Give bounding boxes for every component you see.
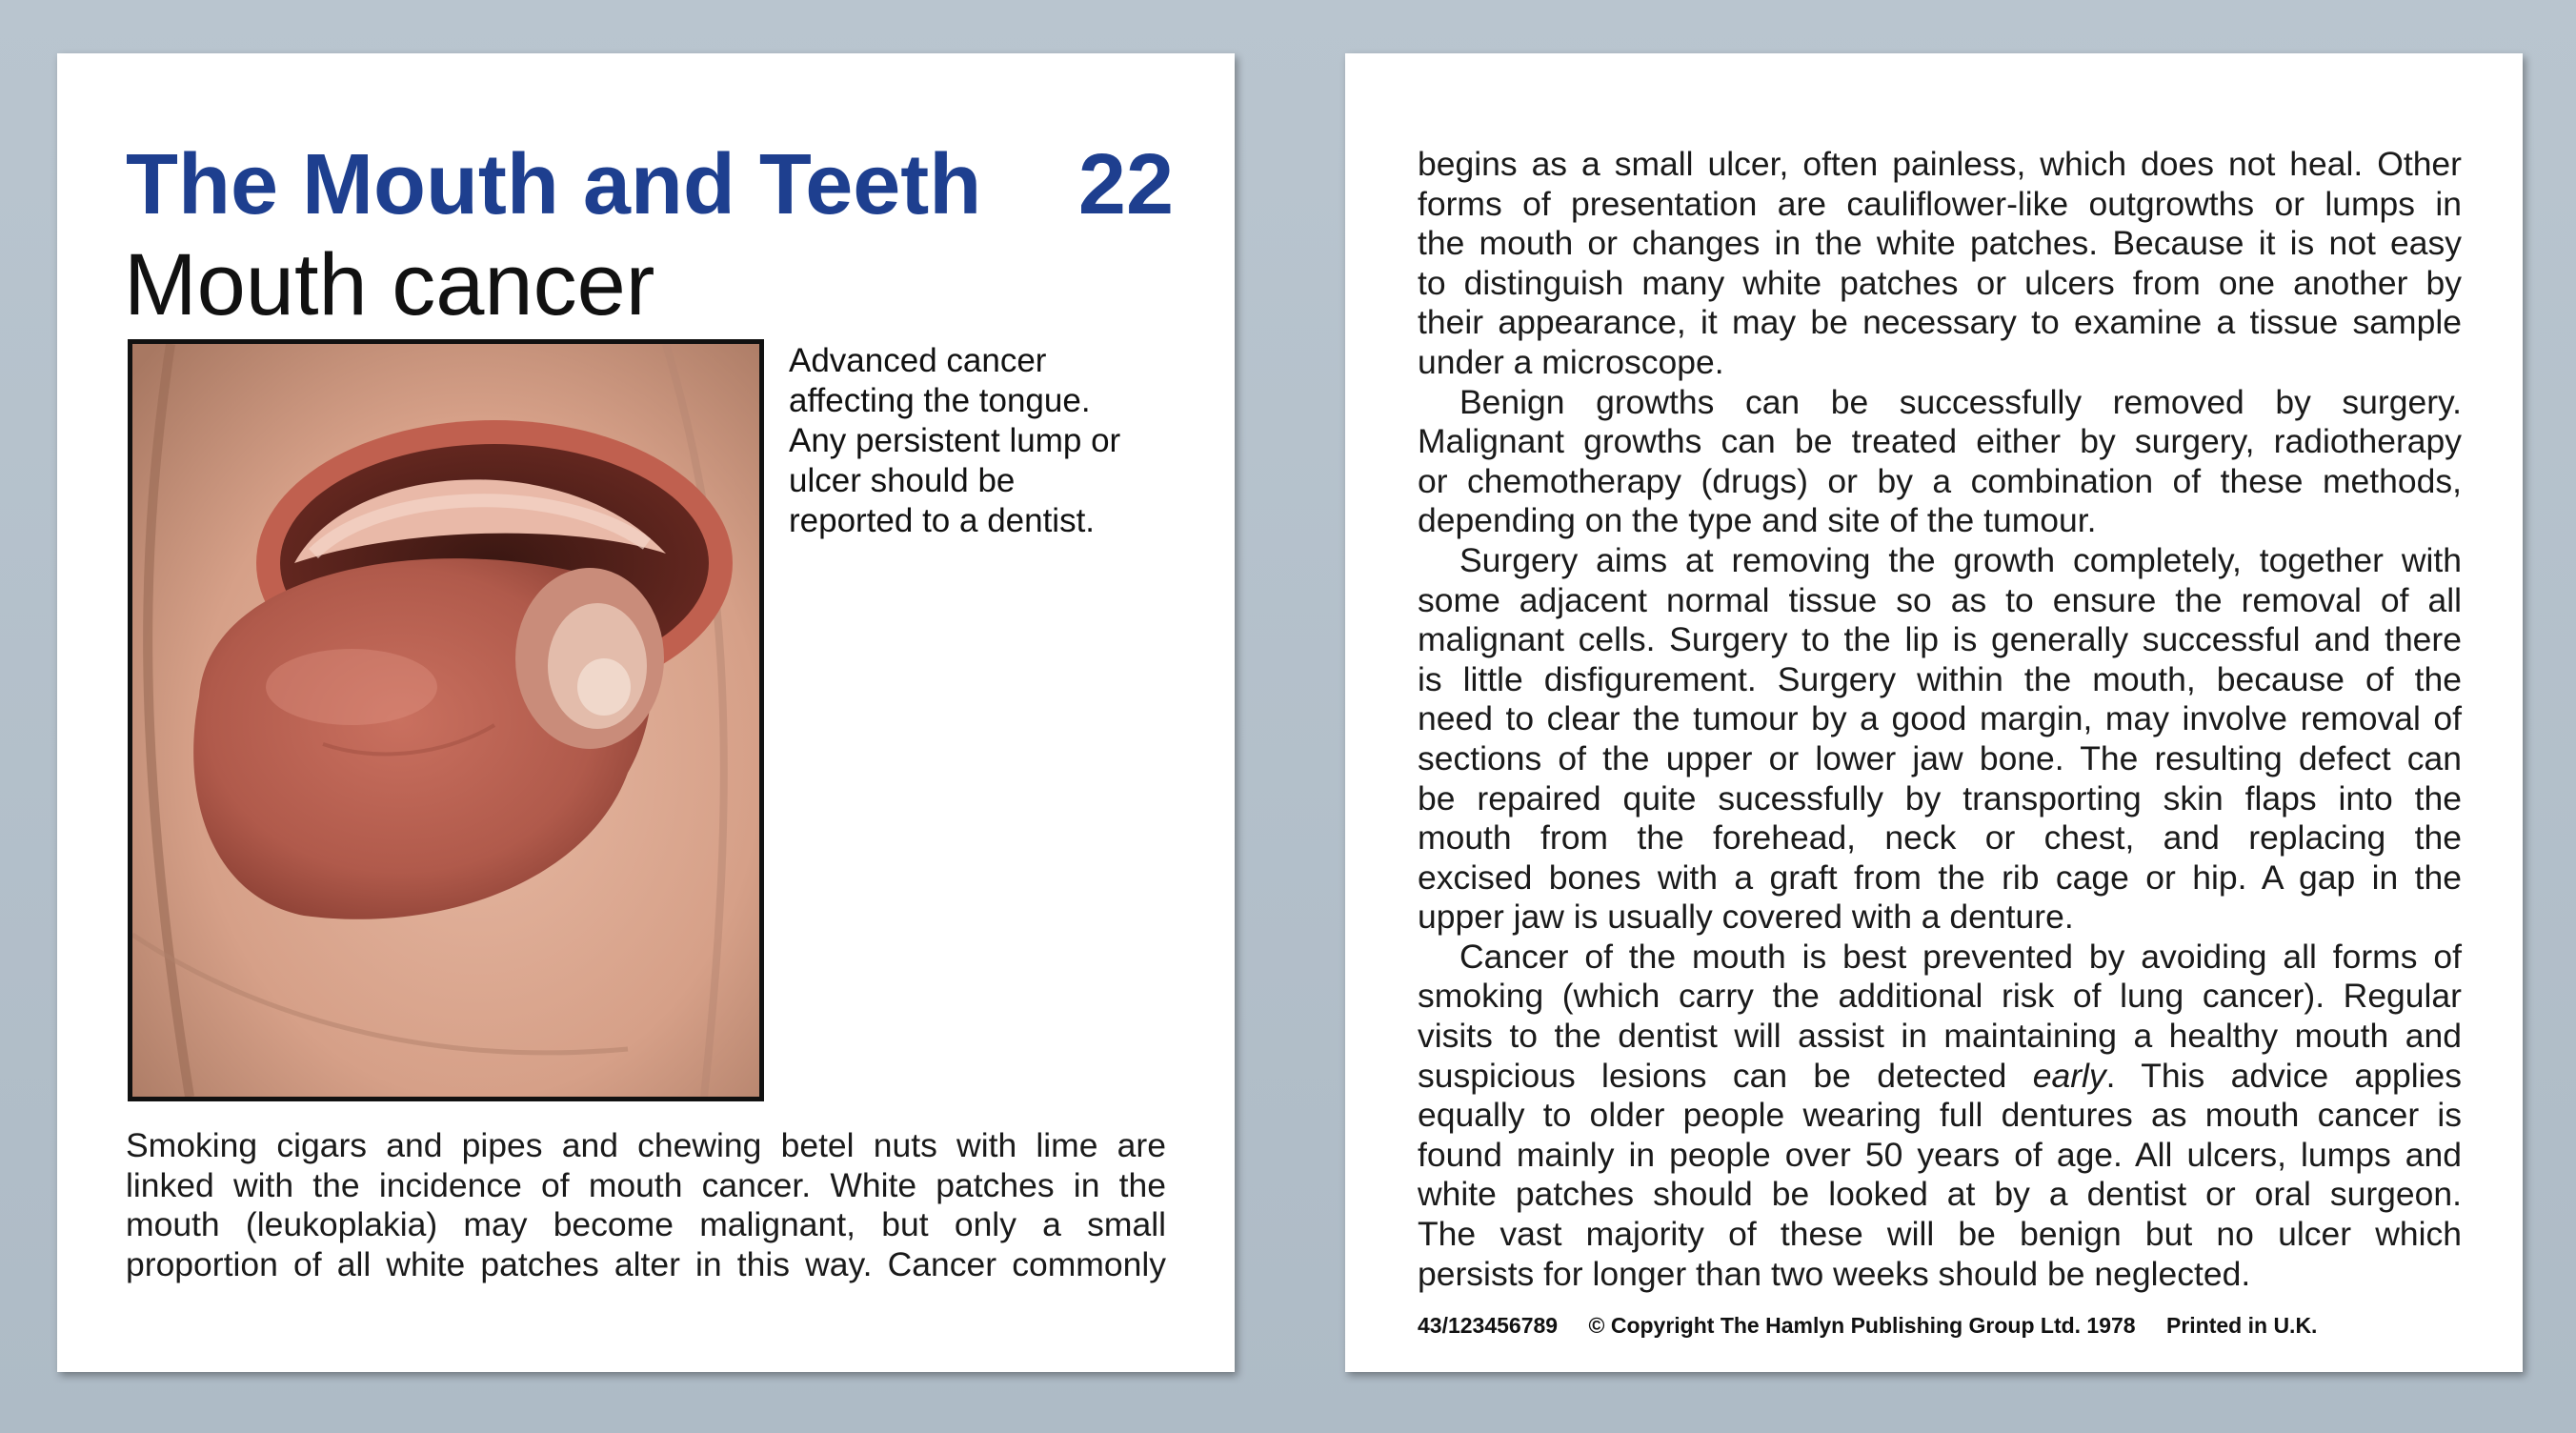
text-line: need to clear the tumour by a good margin, may involve removal of — [1418, 699, 2462, 738]
card-back — [1345, 53, 2523, 1372]
text-line: The vast majority of these will be benign but no ulcer which — [1418, 1215, 2462, 1254]
caption-line: affecting the tongue. — [789, 382, 1091, 419]
text-line-with-emphasis — [1418, 1057, 2462, 1097]
text-line: to distinguish many white patches or ulcers from one another by — [1418, 263, 2462, 302]
card-title — [126, 137, 1174, 232]
text-line: Malignant growths can be treated either by surgery, radiotherapy — [1418, 422, 2462, 461]
card-footer — [1418, 1313, 2342, 1339]
text-line: be repaired quite sucessfully by transporting skin flaps into the — [1418, 778, 2462, 817]
text-line: some adjacent normal tissue so as to ensure the removal of all — [1418, 580, 2462, 619]
footer-printed: Printed in U.K. — [2166, 1313, 2318, 1338]
text-line: Cancer of the mouth is best prevented by avoiding all forms of — [1459, 937, 2462, 976]
card-title-text: The Mouth and Teeth — [126, 137, 982, 232]
text-line: sections of the upper or lower jaw bone. The resulting defect can — [1418, 738, 2462, 777]
text-line: malignant cells. Surgery to the lip is generally successful and there — [1418, 620, 2462, 659]
text-line: Surgery aims at removing the growth completely, together with — [1459, 540, 2462, 579]
text-line: excised bones with a graft from the rib cage or hip. A gap in the — [1418, 858, 2462, 897]
text-line: proportion of all white patches alter in this way. Cancer commonly — [126, 1244, 1166, 1283]
text-line: upper jaw is usually covered with a denture. — [1418, 898, 2074, 937]
front-paragraph — [126, 1126, 1166, 1284]
caption-line: Any persistent lump or — [789, 422, 1121, 459]
text-line: begins as a small ulcer, often painless, which does not heal. Other — [1418, 145, 2462, 183]
text-line: mouth (leukoplakia) may become malignant, but only a small — [126, 1205, 1166, 1244]
text-line: persists for longer than two weeks should be neglected. — [1418, 1254, 2251, 1293]
text-line: depending on the type and site of the tumour. — [1418, 501, 2097, 540]
text-line: Benign growths can be successfully removed by surgery. — [1459, 382, 2462, 421]
emphasis-early: early — [2032, 1056, 2106, 1095]
text-line: Smoking cigars and pipes and chewing betel nuts with lime are — [126, 1126, 1166, 1164]
text-line: found mainly in people over 50 years of age. All ulcers, lumps and — [1418, 1135, 2462, 1174]
text-segment: suspicious lesions can be detected — [1418, 1056, 2007, 1095]
footer-code: 43/123456789 — [1418, 1313, 1559, 1338]
footer-copyright: © Copyright The Hamlyn Publishing Group Ltd. 1978 — [1588, 1313, 2136, 1338]
caption-line: Advanced cancer — [789, 342, 1047, 379]
photo-caption — [789, 341, 1208, 541]
text-line: their appearance, it may be necessary to examine a tissue sample — [1418, 303, 2462, 342]
card-front — [57, 53, 1235, 1372]
card-subtitle: Mouth cancer — [124, 236, 655, 333]
text-line: forms of presentation are cauliflower-like outgrowths or lumps in — [1418, 184, 2462, 223]
text-line: or chemotherapy (drugs) or by a combination of these methods, — [1418, 461, 2462, 500]
text-line: smoking (which carry the additional risk of lung cancer). Regular — [1418, 977, 2462, 1016]
card-number: 22 — [1077, 137, 1174, 232]
back-text — [1418, 145, 2462, 1294]
text-line: white patches should be looked at by a dentist or oral surgeon. — [1418, 1175, 2462, 1214]
caption-line: ulcer should be — [789, 462, 1016, 499]
text-segment: . This advice applies — [2105, 1056, 2462, 1095]
text-line: is little disfigurement. Surgery within the mouth, because of the — [1418, 659, 2462, 698]
text-line: visits to the dentist will assist in maintaining a healthy mouth and — [1418, 1017, 2462, 1056]
text-line: the mouth or changes in the white patches. Because it is not easy — [1418, 224, 2462, 263]
text-line: equally to older people wearing full dentures as mouth cancer is — [1418, 1096, 2462, 1135]
text-line: linked with the incidence of mouth cancer. White patches in the — [126, 1165, 1166, 1204]
tongue-photo — [128, 339, 764, 1101]
text-line: under a microscope. — [1418, 342, 1724, 381]
caption-line: reported to a dentist. — [789, 502, 1096, 539]
text-line: mouth from the forehead, neck or chest, and replacing the — [1418, 818, 2462, 858]
